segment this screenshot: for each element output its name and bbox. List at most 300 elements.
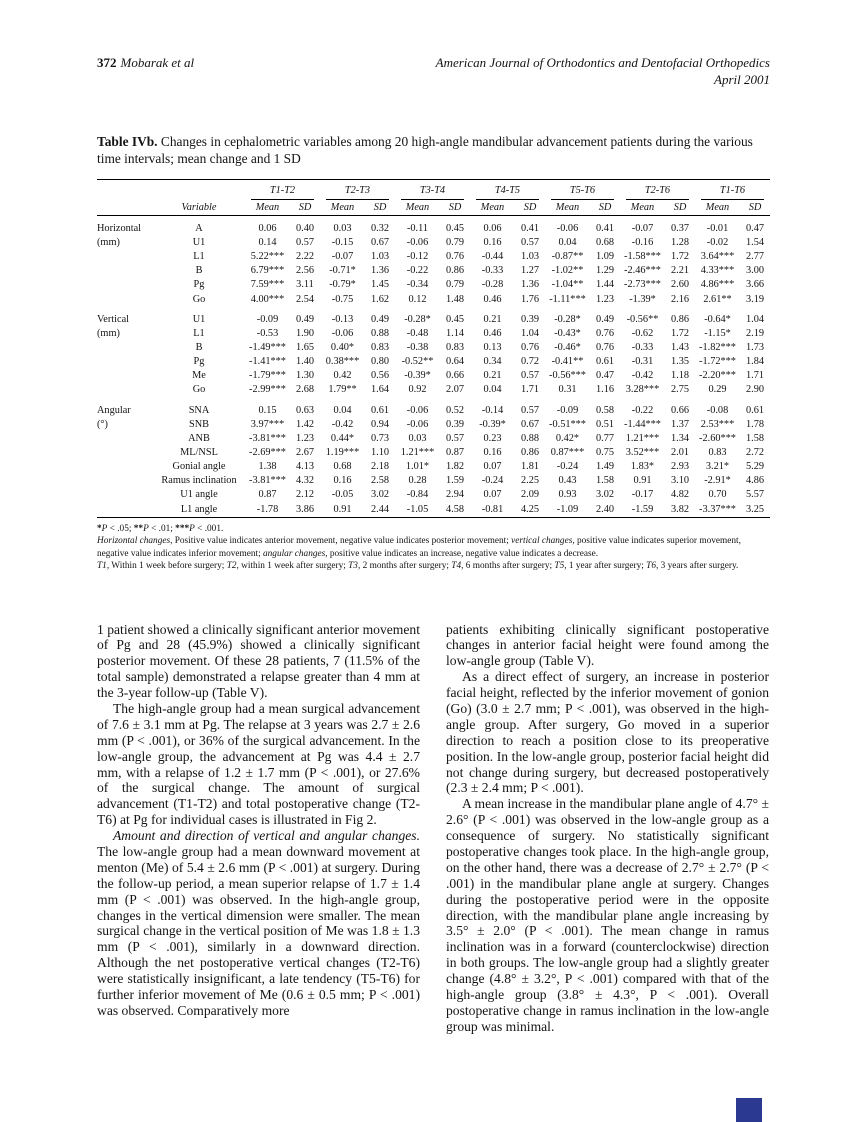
footnote-segment: * [97,523,102,534]
sd-cell: 2.77 [745,251,765,263]
sd-header: SD [440,201,470,216]
sd-cell: 2.18 [370,461,390,473]
sd-cell: 4.32 [295,475,315,487]
sd-cell: 1.03 [520,251,540,263]
footnote-segment: 2 months after surgery; [360,561,452,572]
mean-cell: -0.06 [406,404,429,416]
mean-cell: -0.31 [631,356,654,368]
mean-cell: 0.04 [483,384,502,396]
mean-header: Mean [470,201,515,216]
sd-cell: 3.19 [745,293,765,305]
table-row [97,278,770,292]
mean-cell: 4.33*** [700,265,735,277]
sd-cell: 1.37 [670,418,690,430]
mean-cell: 3.52*** [625,447,660,459]
footnote-segment: Within 1 week before surgery; [109,561,227,572]
sd-cell: 2.94 [445,489,465,501]
sd-cell: 0.66 [670,404,690,416]
footnote-segment: 3 years after surgery. [658,561,739,572]
sd-header: SD [665,201,695,216]
table-row [97,432,770,446]
mean-cell: 0.06 [258,222,277,234]
footnote-segment: Positive value indicates anterior movement, negative value indicates posterior movement; [172,536,512,547]
group-label-cell: (mm) [97,237,120,249]
group-label-cell [97,474,153,488]
sd-cell: 2.09 [520,489,540,501]
footnote-segment: P [189,523,195,534]
mean-cell: -0.42 [331,418,354,430]
running-head-left [97,55,194,71]
sd-cell: 0.47 [595,370,615,382]
sd-cell: 2.01 [670,447,690,459]
mean-cell: 4.86*** [700,279,735,291]
sd-cell: 2.75 [670,384,690,396]
mean-cell: -1.59 [631,503,654,515]
sd-cell: 1.73 [745,342,765,354]
sd-cell: 1.03 [370,251,390,263]
sd-cell: 0.76 [595,327,615,339]
mean-cell: -1.78 [256,503,279,515]
mean-cell: 1.19*** [325,447,360,459]
footnote-segment: T5, [554,561,567,572]
sd-cell: 0.39 [445,418,465,430]
sd-cell: 1.23 [595,293,615,305]
sd-cell: 3.86 [295,503,315,515]
mean-cell: -0.28 [481,279,504,291]
mean-cell: 0.06 [483,222,502,234]
group-label-cell: (°) [97,418,108,430]
running-head [97,55,770,89]
sd-cell: 0.86 [520,447,540,459]
group-label-cell [97,369,153,383]
mean-cell: -0.87** [551,251,584,263]
sd-header: SD [365,201,395,216]
sd-cell: 0.79 [445,237,465,249]
mean-cell: -2.99*** [249,384,286,396]
table-row [97,503,770,518]
sd-cell: 0.57 [295,237,315,249]
mean-cell: -0.53 [256,327,279,339]
sd-cell: 1.04 [745,313,765,325]
table-row [97,250,770,264]
sd-cell: 3.02 [370,489,390,501]
mean-cell: -0.28* [404,313,431,325]
mean-cell: -1.02** [551,265,584,277]
corner-cell [97,201,153,216]
mean-cell: -3.81*** [249,475,286,487]
group-label-cell [97,432,153,446]
mean-cell: 7.59*** [250,279,285,291]
mean-cell: -1.41*** [249,356,286,368]
mean-cell: -0.17 [631,489,654,501]
sd-cell: 2.54 [295,293,315,305]
sd-cell: 0.72 [520,356,540,368]
mean-cell: 0.03 [333,222,352,234]
sd-cell: 1.14 [445,327,465,339]
group-label-cell: Vertical [97,313,130,325]
running-authors: Mobarak et al [120,55,195,70]
group-label-cell [97,355,153,369]
sd-cell: 0.73 [370,432,390,444]
footnote-segment: P [143,523,149,534]
mean-cell: -0.81 [481,503,504,515]
sd-cell: 1.34 [670,432,690,444]
sd-cell: 2.93 [670,461,690,473]
group-label-cell [97,488,153,502]
sd-cell: 1.48 [445,293,465,305]
footnote-segment: T1, [97,561,110,572]
period-header [245,179,320,201]
table-row [97,355,770,369]
variable-cell: B [195,342,203,354]
sd-cell: 3.00 [745,265,765,277]
variable-cell: U1 [192,313,206,325]
period-header [695,179,770,201]
body-text [97,622,770,1035]
mean-cell: -0.51*** [549,418,586,430]
sd-cell: 0.61 [370,404,390,416]
mean-cell: -0.48 [406,327,429,339]
mean-cell: 0.38*** [325,356,360,368]
group-label-cell [97,446,153,460]
table-row [97,418,770,432]
sd-cell: 2.72 [745,447,765,459]
footnote-segment: T2, [226,561,239,572]
body-paragraph: Amount and direction of vertical and angular changes. The low-angle group had a mean downward movement at menton (Me) of 5.4 ± 2.6 mm (P < .001) at surgery. During the follow-up period, a mean superior relapse of 1.7 ± 1.4 mm (P < .001) was observed. In the high-angle group, changes in the vertical dimension were smaller. The mean surgical change in the vertical position of Me was 1.8 ± 1.3 mm (P < .001), similarly in a downward direction. Although the net postoperative vertical changes (T2-T6) were statistically insignificant, a late tendency (T5-T6) for further inferior movement of Me (0.6 ± 0.5 mm; P < .001) was observed. Comparatively more [97,828,420,1018]
sd-cell: 0.83 [445,342,465,354]
mean-cell: -0.11 [406,222,429,234]
sd-cell: 1.58 [745,432,765,444]
mean-cell: -0.06 [406,418,429,430]
body-paragraph: 1 patient showed a clinically significant anterior movement of Pg and 28 (45.9%) showed a clinically significant posterior movement. Of these 28 patients, 7 (11.5% of the total sample) demonstrated a relapse greater than 4 mm at the 3-year follow-up (Table V). [97,621,420,701]
sd-cell: 1.64 [370,384,390,396]
footnote-segment: ** [133,523,144,534]
mean-cell: 0.12 [408,293,427,305]
mean-cell: -0.06 [331,327,354,339]
body-paragraph: patients exhibiting clinically significant postoperative changes in anterior facial height were found among the low-angle group (Table V). [446,621,769,669]
sd-cell: 0.37 [670,222,690,234]
mean-cell: 0.42* [555,432,580,444]
variable-cell: U1 [192,237,206,249]
sd-cell: 0.32 [370,222,390,234]
sd-cell: 1.59 [445,475,465,487]
variable-cell: L1 angle [180,503,218,515]
sd-cell: 2.22 [295,251,315,263]
mean-cell: -1.44*** [624,418,661,430]
period-header [545,179,620,201]
mean-cell: 0.21 [483,370,502,382]
footnote-segment: T3, [348,561,361,572]
body-paragraph: A mean increase in the mandibular plane angle of 4.7° ± 2.6° (P < .001) was observed in the low-angle group as a consequence of surgery. No statistically significant postoperative changes took place. In the high-angle group, on the other hand, there was a decrease of 2.7° ± 2.7° (P < .001) in the mandibular plane angle at surgery. Changes during the postoperative period were in the opposite direction, with the mandibular plane angle increasing by 3.5° ± 2.0° (P < .001). The mean change in ramus inclination was in a forward (counterclockwise) direction in both groups. The low-angle group had a slightly greater change (4.8° ± 3.2°, P < .001) compared with that of the high-angle group (3.8° ± 4.3°, P < .001). Overall postoperative change in ramus inclination in the low-angle group was minimal. [446,796,769,1034]
corner-mark [736,1098,762,1122]
sd-cell: 3.25 [745,503,765,515]
mean-cell: -2.20*** [699,370,736,382]
table-footnotes [97,523,770,573]
footnote-segment: Horizontal changes, [97,536,173,547]
footnote-segment: < .01; [148,523,176,534]
group-label-cell [97,250,153,264]
paragraph-lead: Amount and direction of vertical and angular changes. [113,828,420,844]
mean-cell: -1.05 [406,503,429,515]
sd-cell: 3.10 [670,475,690,487]
mean-cell: -0.24 [556,461,579,473]
footnote-segment: *** [175,523,190,534]
mean-cell: 0.15 [258,404,277,416]
sd-cell: 0.80 [370,356,390,368]
footnote-segment: positive value indicates superior movement, negative value indicates inferior movement; [97,536,741,559]
mean-cell: 0.91 [333,503,352,515]
group-label-cell [97,278,153,292]
sd-cell: 1.40 [295,356,315,368]
variable-cell: Pg [193,356,205,368]
sd-cell: 1.90 [295,327,315,339]
sd-header: SD [290,201,320,216]
mean-cell: 0.68 [333,461,352,473]
variable-cell: Go [192,293,206,305]
corner-cell [153,179,245,201]
period-label: T1-T6 [701,181,764,200]
table-row [97,460,770,474]
group-label-cell: Horizontal [97,222,142,234]
table-footnote [97,535,770,560]
variable-cell: ML/NSL [180,447,218,459]
group-label-cell: Angular [97,404,131,416]
table-row [97,398,770,418]
footnote-segment: positive value indicates an increase, negative value indicates a decrease. [327,548,599,559]
mean-cell: -0.39* [404,370,431,382]
sd-cell: 4.25 [520,503,540,515]
mean-cell: 0.46 [483,293,502,305]
sd-cell: 1.78 [745,418,765,430]
left-column [97,622,420,1035]
mean-cell: -0.33 [631,342,654,354]
mean-cell: -0.07 [331,251,354,263]
footnote-segment: < .001. [194,523,224,534]
table-row [97,307,770,327]
sd-cell: 1.42 [295,418,315,430]
mean-cell: 0.07 [483,489,502,501]
group-label-cell [97,293,153,307]
mean-cell: 0.93 [558,489,577,501]
mean-cell: -1.09 [556,503,579,515]
sd-cell: 0.86 [445,265,465,277]
sd-cell: 1.16 [595,384,615,396]
running-head-right [436,55,770,89]
period-header [620,179,695,201]
sd-cell: 1.23 [295,432,315,444]
mean-cell: -0.22 [406,265,429,277]
table-row [97,293,770,307]
sd-cell: 0.61 [595,356,615,368]
period-label: T2-T3 [326,181,389,200]
sd-cell: 0.52 [445,404,465,416]
mean-header: Mean [620,201,665,216]
mean-cell: -1.82*** [699,342,736,354]
page-number: 372 [97,55,117,70]
mean-cell: 0.21 [483,313,502,325]
sd-cell: 1.29 [595,265,615,277]
table-row [97,236,770,250]
sd-cell: 4.86 [745,475,765,487]
sd-cell: 1.10 [370,447,390,459]
mean-cell: 0.23 [483,432,502,444]
mean-cell: -0.84 [406,489,429,501]
period-label: T2-T6 [626,181,689,200]
sd-cell: 0.49 [295,313,315,325]
sd-cell: 0.45 [445,313,465,325]
mean-cell: -0.06 [406,237,429,249]
sd-cell: 0.51 [595,418,615,430]
mean-cell: 0.91 [633,475,652,487]
sd-cell: 0.86 [670,313,690,325]
cephalometric-table [97,179,770,518]
right-column [446,622,769,1035]
mean-cell: 0.70 [708,489,727,501]
sd-cell: 1.36 [370,265,390,277]
sd-cell: 0.76 [520,342,540,354]
sd-cell: 1.43 [670,342,690,354]
mean-cell: 0.04 [333,404,352,416]
sd-cell: 0.49 [595,313,615,325]
sd-cell: 2.21 [670,265,690,277]
sd-cell: 0.56 [370,370,390,382]
mean-cell: 0.16 [333,475,352,487]
mean-cell: 1.21*** [625,432,660,444]
mean-cell: 2.61** [703,293,732,305]
sd-cell: 0.88 [370,327,390,339]
mean-cell: 6.79*** [250,265,285,277]
mean-cell: -3.81*** [249,432,286,444]
sd-cell: 1.45 [370,279,390,291]
sd-cell: 1.84 [745,356,765,368]
table-caption-text: Changes in cephalometric variables among 20 high-angle mandibular advancement patients during the various time intervals; mean change and 1 SD [97,133,753,167]
sd-cell: 1.27 [520,265,540,277]
sd-cell: 4.82 [670,489,690,501]
mean-cell: -0.01 [706,222,729,234]
sd-cell: 2.68 [295,384,315,396]
sd-header: SD [740,201,770,216]
sd-cell: 2.12 [295,489,315,501]
mean-cell: -0.09 [556,404,579,416]
period-header [470,179,545,201]
mean-cell: 0.44* [330,432,355,444]
sd-header: SD [515,201,545,216]
period-header [320,179,395,201]
mean-cell: 1.01* [405,461,430,473]
sd-cell: 1.36 [520,279,540,291]
sd-cell: 0.66 [445,370,465,382]
sd-cell: 4.58 [445,503,465,515]
mean-cell: -0.33 [481,265,504,277]
mean-cell: -0.07 [631,222,654,234]
mean-cell: 0.46 [483,327,502,339]
sd-cell: 0.57 [445,432,465,444]
sd-cell: 2.90 [745,384,765,396]
variable-cell: Gonial angle [172,461,226,473]
sd-cell: 1.54 [745,237,765,249]
mean-cell: -2.73*** [624,279,661,291]
mean-cell: -0.22 [631,404,654,416]
sd-cell: 1.30 [295,370,315,382]
mean-cell: -0.05 [331,489,354,501]
sd-cell: 0.39 [520,313,540,325]
group-label-cell [97,383,153,397]
mean-cell: -0.64* [704,313,731,325]
table-caption [97,133,770,168]
footnote-segment: angular changes, [263,548,328,559]
table-footnote [97,560,770,572]
period-header [395,179,470,201]
mean-cell: -1.39* [629,293,656,305]
mean-cell: 1.79** [328,384,357,396]
mean-cell: -0.62 [631,327,654,339]
mean-cell: -0.08 [706,404,729,416]
variable-cell: L1 [193,327,205,339]
sd-cell: 0.64 [445,356,465,368]
sd-cell: 0.67 [520,418,540,430]
sd-cell: 0.77 [595,432,615,444]
mean-cell: -0.44 [481,251,504,263]
sd-cell: 0.41 [595,222,615,234]
mean-cell: -0.71* [329,265,356,277]
sd-cell: 1.76 [520,293,540,305]
sd-cell: 5.29 [745,461,765,473]
mean-cell: -0.09 [256,313,279,325]
sd-cell: 1.62 [370,293,390,305]
corner-cell [97,179,153,201]
mean-cell: 0.03 [408,432,427,444]
sd-cell: 1.28 [670,237,690,249]
group-label-cell [97,341,153,355]
mean-cell: -2.46*** [624,265,661,277]
mean-cell: -2.69*** [249,447,286,459]
mean-header: Mean [320,201,365,216]
variable-cell: ANB [188,432,210,444]
page-content [97,55,770,1035]
sd-cell: 0.57 [520,370,540,382]
body-paragraph: As a direct effect of surgery, an increase in posterior facial height, reflected by the inferior movement of gonion (Go) (3.0 ± 2.7 mm; P < .001), was observed in the high-angle group. After surgery, Go moved in a superior direction to reach a position close to its preoperative position. In the low-angle group, posterior facial height did not change during surgery, but decreased postoperatively (2.3 ± 2.4 mm; P < .001). [446,669,769,796]
mean-cell: 0.87 [258,489,277,501]
variable-header: Variable [153,201,245,216]
sd-cell: 1.18 [670,370,690,382]
variable-cell: Me [192,370,206,382]
mean-cell: 0.42 [333,370,352,382]
period-label: T1-T2 [251,181,314,200]
sd-cell: 0.79 [445,279,465,291]
mean-cell: 1.21*** [400,447,435,459]
mean-cell: -0.12 [406,251,429,263]
group-label-cell: (mm) [97,327,120,339]
period-label: T5-T6 [551,181,614,200]
sd-cell: 0.87 [445,447,465,459]
mean-cell: -1.79*** [249,370,286,382]
footnote-segment: T4, [451,561,464,572]
mean-cell: 3.97*** [250,418,285,430]
mean-cell: -0.02 [706,237,729,249]
mean-cell: 3.28*** [625,384,660,396]
mean-cell: -1.72*** [699,356,736,368]
mean-cell: -0.06 [556,222,579,234]
variable-cell: L1 [193,251,205,263]
sd-cell: 0.83 [370,342,390,354]
sd-cell: 1.49 [595,461,615,473]
sd-cell: 0.41 [520,222,540,234]
sd-cell: 0.67 [370,237,390,249]
footnote-segment: within 1 week after surgery; [238,561,349,572]
mean-cell: 0.34 [483,356,502,368]
mean-cell: 1.83* [630,461,655,473]
sd-cell: 1.81 [520,461,540,473]
